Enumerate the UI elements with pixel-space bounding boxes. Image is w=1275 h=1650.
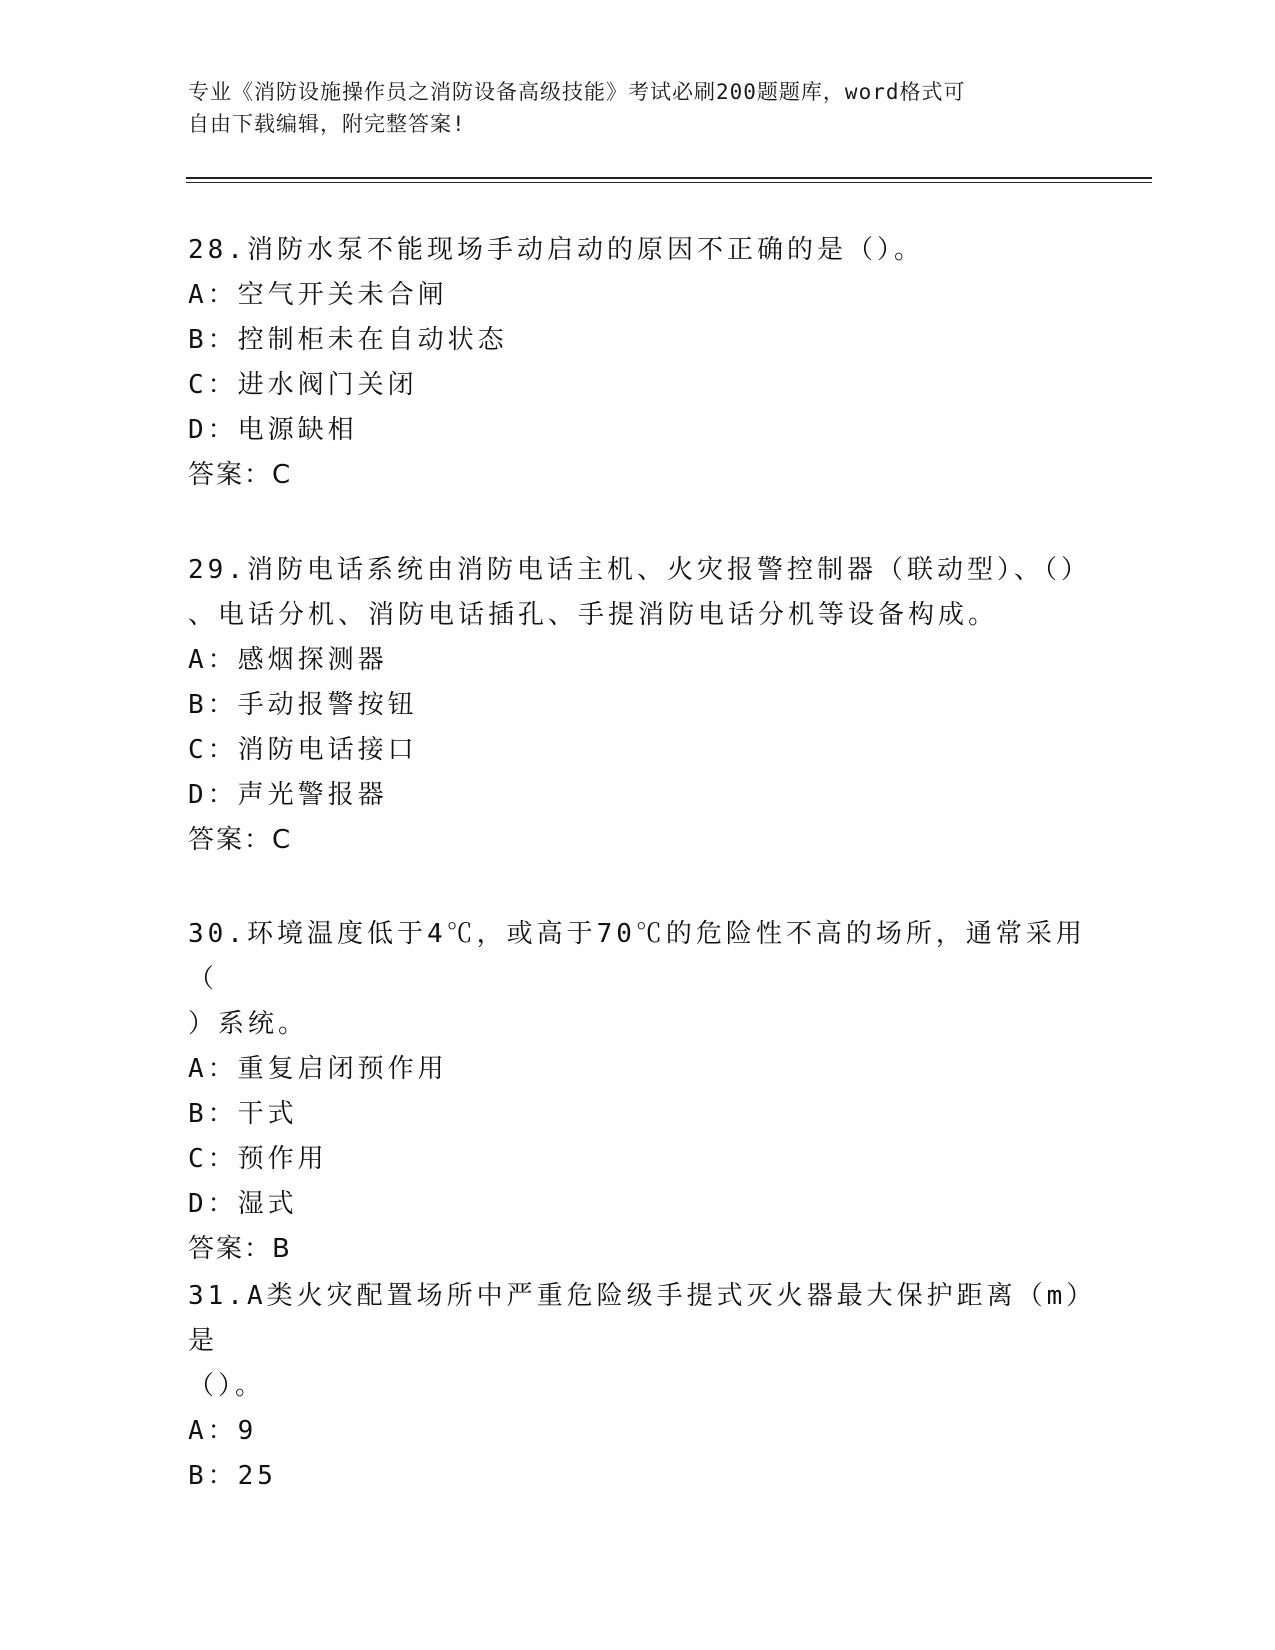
question-stem: 29.消防电话系统由消防电话主机、火灾报警控制器（联动型）、（） (188, 555, 1091, 585)
question-stem: 28.消防水泵不能现场手动启动的原因不正确的是（）。 (188, 235, 924, 265)
option-a: A：重复启闭预作用 (188, 1054, 448, 1084)
header-line-1: 专业《消防设施操作员之消防设备高级技能》考试必刷200题题库，word格式可 (188, 80, 966, 104)
answer: 答案：B (188, 1234, 292, 1264)
question-stem: 31.A类火灾配置场所中严重危险级手提式灭火器最大保护距离（m）是 (188, 1281, 1084, 1356)
option-d: D：电源缺相 (188, 415, 358, 445)
document-header (188, 76, 1088, 140)
question-28 (188, 228, 1088, 498)
header-line-2: 自由下载编辑，附完整答案! (188, 112, 466, 136)
option-a: A：9 (188, 1416, 258, 1446)
option-a: A：空气开关未合闸 (188, 280, 448, 310)
option-b: B：干式 (188, 1099, 298, 1129)
question-stem: 30.环境温度低于4℃，或高于70℃的危险性不高的场所，通常采用（ (188, 919, 1086, 994)
option-a: A：感烟探测器 (188, 645, 388, 675)
option-c: C：消防电话接口 (188, 735, 418, 765)
question-31 (188, 1274, 1088, 1499)
question-stem-continued: ）系统。 (188, 1009, 309, 1039)
option-c: C：进水阀门关闭 (188, 370, 418, 400)
option-b: B：控制柜未在自动状态 (188, 325, 508, 355)
option-d: D：湿式 (188, 1189, 298, 1219)
option-d: D：声光警报器 (188, 780, 388, 810)
answer: 答案：C (188, 825, 293, 855)
header-divider-thick (186, 177, 1152, 179)
question-30 (188, 912, 1088, 1272)
option-c: C：预作用 (188, 1144, 328, 1174)
question-stem-continued: 、电话分机、消防电话插孔、手提消防电话分机等设备构成。 (188, 600, 999, 630)
answer: 答案：C (188, 460, 293, 490)
question-29 (188, 548, 1091, 863)
option-b: B：手动报警按钮 (188, 690, 418, 720)
question-stem-continued: （）。 (188, 1371, 266, 1401)
option-b: B：25 (188, 1461, 277, 1491)
header-divider-thin (186, 182, 1152, 183)
